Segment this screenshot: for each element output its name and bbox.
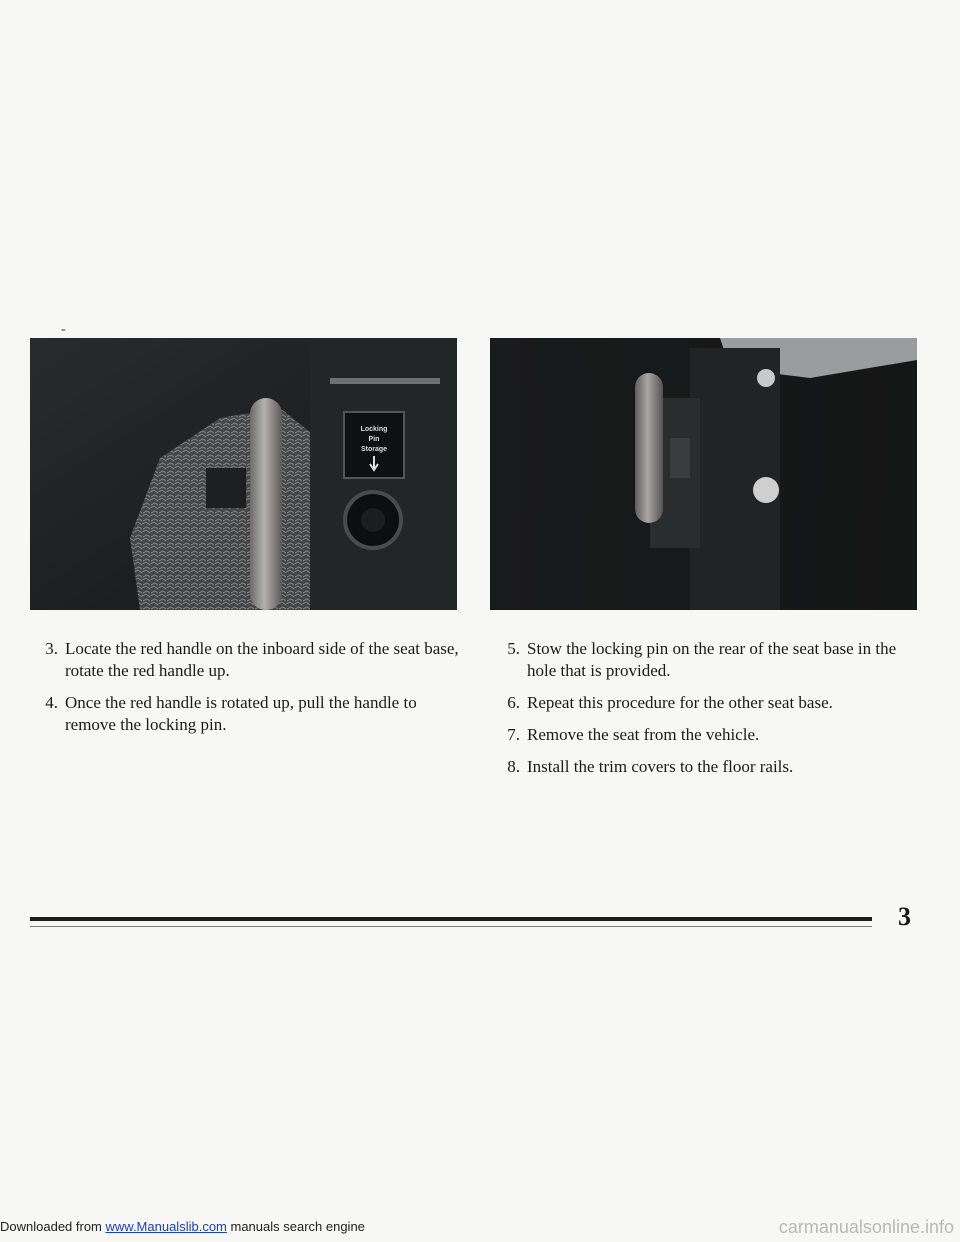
step-number: 6. [507,693,520,712]
step-text: Stow the locking pin on the rear of the seat base in the hole that is provided. [527,639,897,680]
plate-label-line2: Pin [368,436,380,443]
photo-locking-pin-stowed [490,338,917,610]
step-number: 8. [507,757,520,776]
download-footer [0,1219,365,1234]
step-number: 4. [45,693,58,712]
list-item [30,692,460,736]
list-item [492,724,922,746]
plate-label-line1: Locking [360,426,388,433]
footer-suffix: manuals search engine [226,1219,365,1234]
dash-mark: - [61,322,66,337]
steps-list-left [30,638,460,746]
photo-locking-pin-removal [30,338,457,610]
manualslib-link[interactable]: www.Manualslib.com [105,1219,227,1234]
page-number: 3 [898,902,911,931]
list-item [30,638,460,682]
watermark-text: carmanualsonline.info [778,1217,954,1237]
list-item [492,692,922,714]
step-text: Remove the seat from the vehicle. [527,725,760,744]
footer-prefix: Downloaded from [0,1219,106,1234]
step-text: Repeat this procedure for the other seat base. [527,693,833,712]
step-text: Install the trim covers to the floor rails. [527,757,794,776]
list-item [492,756,922,778]
step-number: 3. [45,639,58,658]
step-text: Once the red handle is rotated up, pull the handle to remove the locking pin. [65,693,417,734]
steps-list-right [492,638,922,788]
footer-rule-thick [30,917,872,921]
plate-label-line3: Storage [360,446,388,453]
footer-rule-thin [30,926,872,927]
step-number: 5. [507,639,520,658]
step-number: 7. [507,725,520,744]
step-text: Locate the red handle on the inboard side of the seat base, rotate the red handle up. [65,639,459,680]
list-item [492,638,922,682]
